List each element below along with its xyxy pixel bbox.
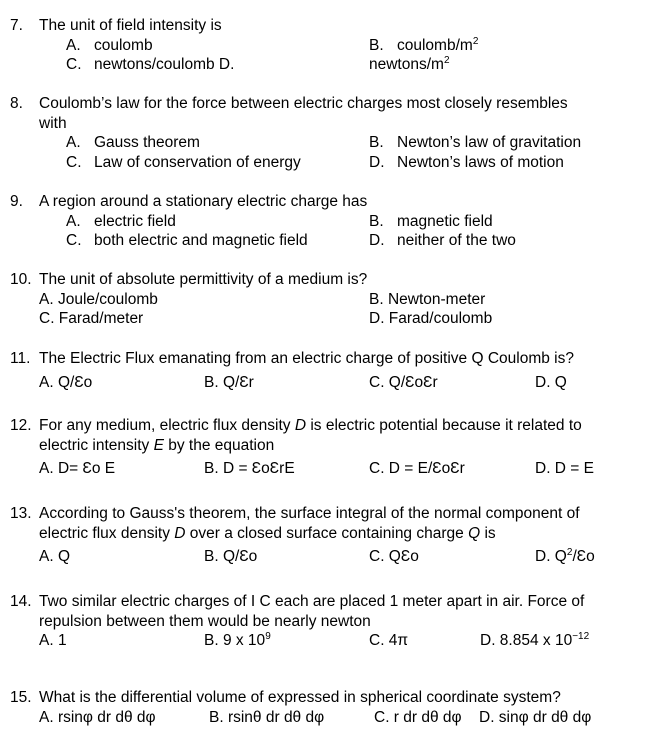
question-8 [10, 94, 660, 172]
question-text: For any medium, electric flux density [39, 417, 295, 434]
question-text-line2: with [39, 114, 67, 132]
question-13 [10, 504, 660, 567]
option-d: D. Farad/coulomb [369, 310, 493, 327]
question-10 [10, 270, 660, 329]
question-number: 11. [10, 350, 31, 367]
option-c: C. both electric and magnetic field [66, 232, 308, 249]
option-b: B. coulomb/$m^2$ [369, 35, 479, 54]
question-text: is [480, 524, 496, 542]
variable: Q [468, 524, 481, 542]
question-number: 10. [10, 271, 32, 288]
question-7 [10, 16, 660, 75]
option-d: D. $Q^2/Ɛo$ [535, 547, 595, 565]
question-stem [10, 688, 660, 708]
option-b: B. Q/Ɛo [204, 548, 258, 565]
option-c: C. Q/ƐoƐr [369, 373, 438, 391]
option-d: D. D = E [535, 460, 595, 477]
option-c: C. 4π [369, 632, 409, 649]
question-number: 14. [10, 593, 32, 610]
option-a: A. Q/Ɛo [39, 373, 93, 391]
option-d: D. sinφ dr dθ dφ [479, 708, 592, 726]
variable: D [294, 417, 307, 434]
option-c: C. D = E/ƐoƐr [369, 460, 465, 477]
question-stem [10, 504, 660, 543]
option-c: C. Farad/meter [39, 310, 144, 327]
option-a: A. Q [39, 548, 71, 565]
question-text: by the equation [163, 436, 275, 454]
option-a: A. rsinφ dr dθ dφ [39, 708, 156, 726]
option-b: B. Newton-meter [369, 290, 486, 308]
option-b: B. D = ƐoƐrE [204, 460, 295, 477]
question-stem [10, 349, 660, 369]
variable: D [174, 524, 186, 542]
question-number: 8. [10, 95, 23, 112]
option-d: D. 8.854 x $10^{-12}$ [480, 631, 590, 649]
question-text: electric flux density [39, 524, 175, 542]
option-c: C. Law of conservation of energy [66, 153, 301, 171]
question-text: The unit of field intensity is [39, 17, 222, 34]
question-11 [10, 349, 660, 392]
question-number: 15. [10, 689, 32, 706]
option-c: C. QƐo [369, 548, 419, 565]
question-text: electric intensity [39, 436, 154, 454]
question-number: 12. [10, 417, 32, 434]
question-text: According to Gauss's theorem, the surface integral of the normal component of [39, 505, 580, 522]
question-text: A region around a stationary electric charge has [39, 193, 368, 210]
option-d: D. Newton’s laws of motion [369, 153, 564, 171]
question-text-line2: repulsion between them would be nearly newton [39, 612, 371, 630]
option-b: B. rsinθ dr dθ dφ [209, 708, 325, 726]
option-b: B. 9 x $10^9$ [204, 631, 271, 649]
question-stem [10, 270, 660, 290]
question-text-line1: Coulomb’s law for the force between electric charges most closely resembles [39, 95, 568, 112]
option-a: A. Gauss theorem [66, 134, 200, 151]
question-stem [10, 94, 660, 133]
option-b: B. Q/Ɛr [204, 373, 254, 391]
option-d: D. Q [535, 373, 567, 391]
option-b: B. magnetic field [369, 212, 493, 230]
question-9 [10, 192, 660, 251]
question-number: 13. [10, 505, 32, 522]
option-a: A. 1 [39, 632, 67, 649]
option-a: A. electric field [66, 212, 176, 230]
option-b: B. Newton’s law of gravitation [369, 134, 582, 151]
option-a: A. D= Ɛo E [39, 460, 116, 477]
question-stem [10, 416, 660, 455]
option-c: C. newtons/coulomb D. [66, 56, 235, 73]
option-d: D. neither of the two [369, 232, 516, 249]
question-number: 7. [10, 17, 23, 34]
option-d: newtons/$m^2$ [369, 55, 450, 73]
question-text: The unit of absolute permittivity of a medium is? [39, 271, 368, 288]
option-a: A. Joule/coulomb [39, 290, 158, 308]
question-text: over a closed surface containing charge [185, 524, 469, 542]
question-number: 9. [10, 193, 23, 210]
question-15 [10, 688, 660, 727]
question-text: is electric potential because it related to [306, 417, 582, 434]
option-a: A. coulomb [66, 36, 153, 54]
question-text-line1: Two similar electric charges of I C each are placed 1 meter apart in air. Force of [39, 593, 585, 610]
question-text: What is the differential volume of expressed in spherical coordinate system? [39, 689, 561, 706]
question-stem [10, 16, 660, 36]
question-14 [10, 592, 660, 651]
question-text: The Electric Flux emanating from an electric charge of positive Q Coulomb is? [39, 350, 574, 367]
question-12 [10, 416, 660, 479]
question-stem [10, 592, 660, 631]
option-c: C. r dr dθ dφ [374, 708, 462, 726]
variable: E [153, 436, 164, 454]
question-stem [10, 192, 660, 212]
